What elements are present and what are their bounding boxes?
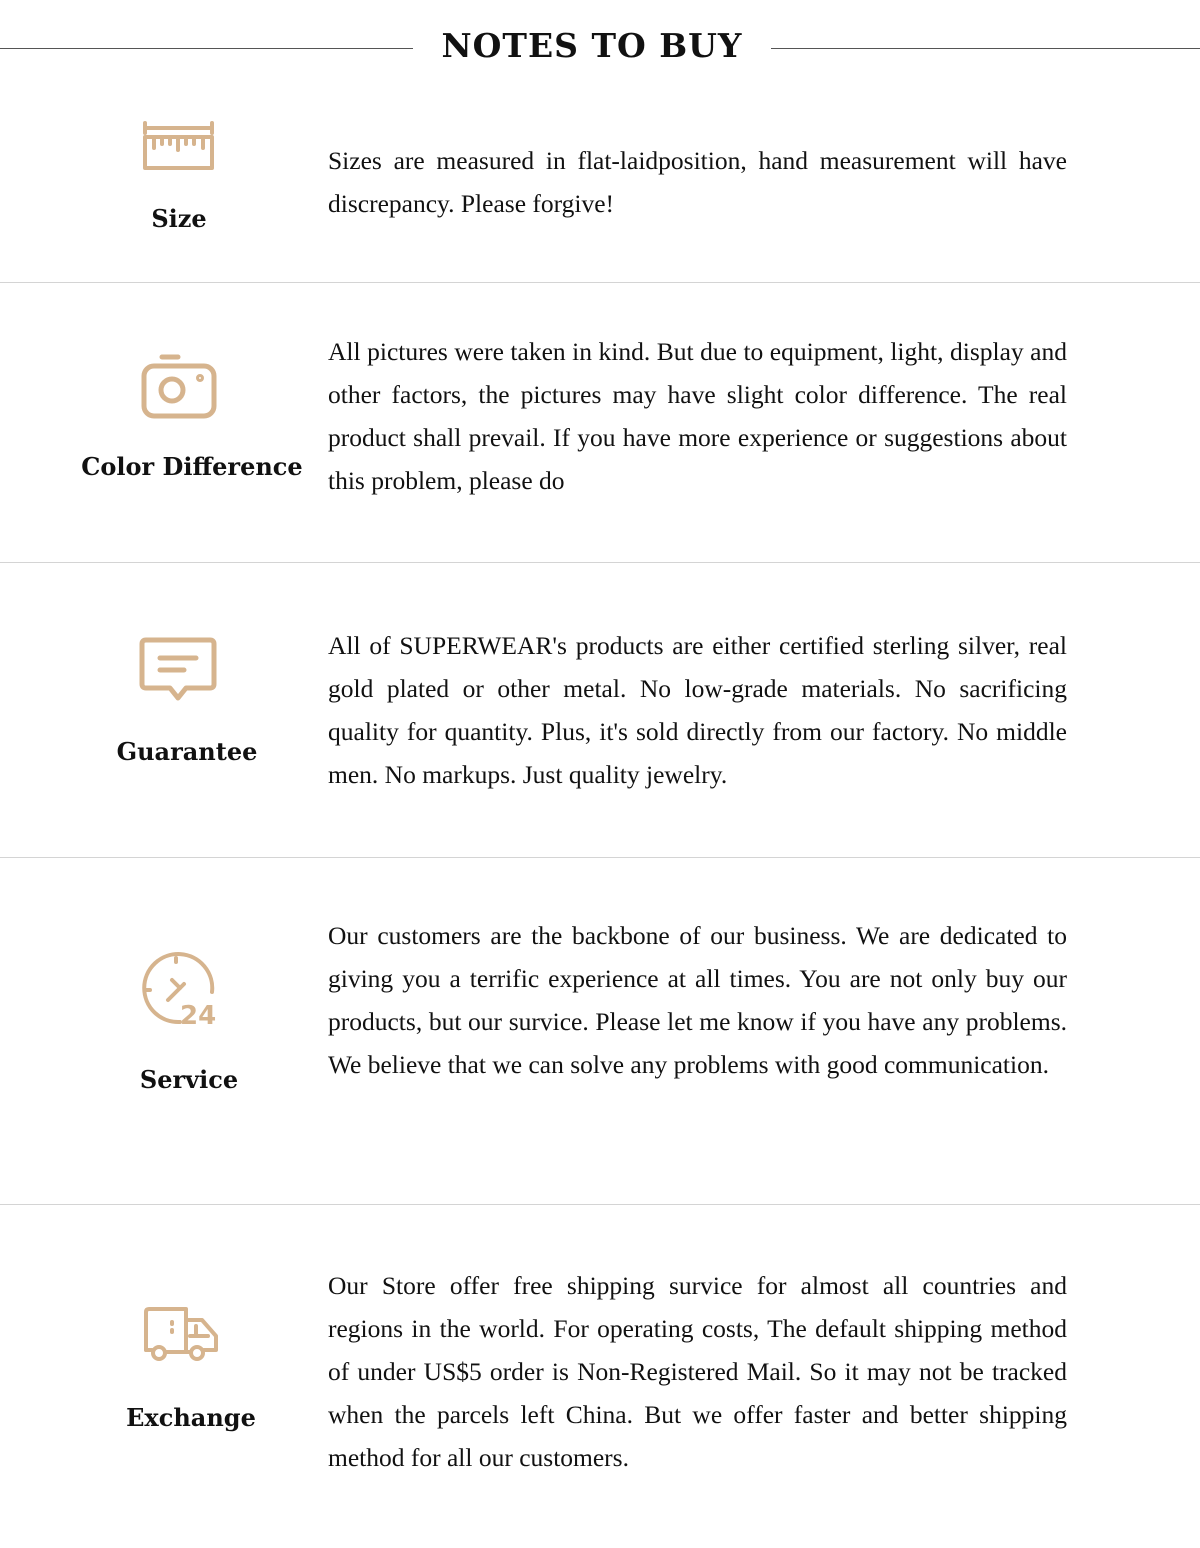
section-text: All pictures were taken in kind. But due to equipment, light, display and other factors, the pictures may have slight color difference. The real product shall prevail. If you have more experience or suggestions about this problem, please do <box>328 337 1067 495</box>
section-divider <box>0 562 1200 563</box>
section-text: All of SUPERWEAR's products are either certified sterling silver, real gold plated or other metal. No low-grade materials. No sacrificing quality for quantity. Plus, it's sold directly from our factory. No middle men. No markups. Just quality jewelry. <box>328 631 1067 789</box>
section-text: Our Store offer free shipping survice for almost all countries and regions in the world. For operating costs, The default shipping method of under US$5 order is Non-Registered Mail. So it may not be tracked when the parcels left China. But we offer faster and better shipping method for all our customers. <box>328 1271 1067 1472</box>
notes-header <box>0 0 1200 100</box>
message-icon <box>138 636 218 706</box>
svg-text:24: 24 <box>180 1001 217 1030</box>
section-label: Guarantee <box>116 737 258 766</box>
section-label: Color Difference <box>81 452 303 481</box>
page-title: NOTES TO BUY <box>441 26 743 65</box>
section-label: Service <box>139 1065 239 1094</box>
section-text: Sizes are measured in flat-laidposition, hand measurement will have discrepancy. Please forgive! <box>328 146 1067 218</box>
section-text: Our customers are the backbone of our business. We are dedicated to giving you a terrific experience at all times. You are not only buy our products, but our survice. Please let me know if you have any problems. We believe that we can solve any problems with good communication. <box>328 921 1067 1079</box>
section-label: Size <box>151 204 207 233</box>
section-label: Exchange <box>126 1403 256 1432</box>
clock-24-icon <box>140 952 220 1030</box>
section-divider <box>0 1204 1200 1205</box>
header-rule-left <box>0 48 413 49</box>
section-divider <box>0 282 1200 283</box>
camera-icon <box>140 352 218 422</box>
section-divider <box>0 857 1200 858</box>
ruler-icon <box>140 120 218 174</box>
truck-icon <box>142 1306 222 1366</box>
header-rule-right <box>771 48 1200 49</box>
